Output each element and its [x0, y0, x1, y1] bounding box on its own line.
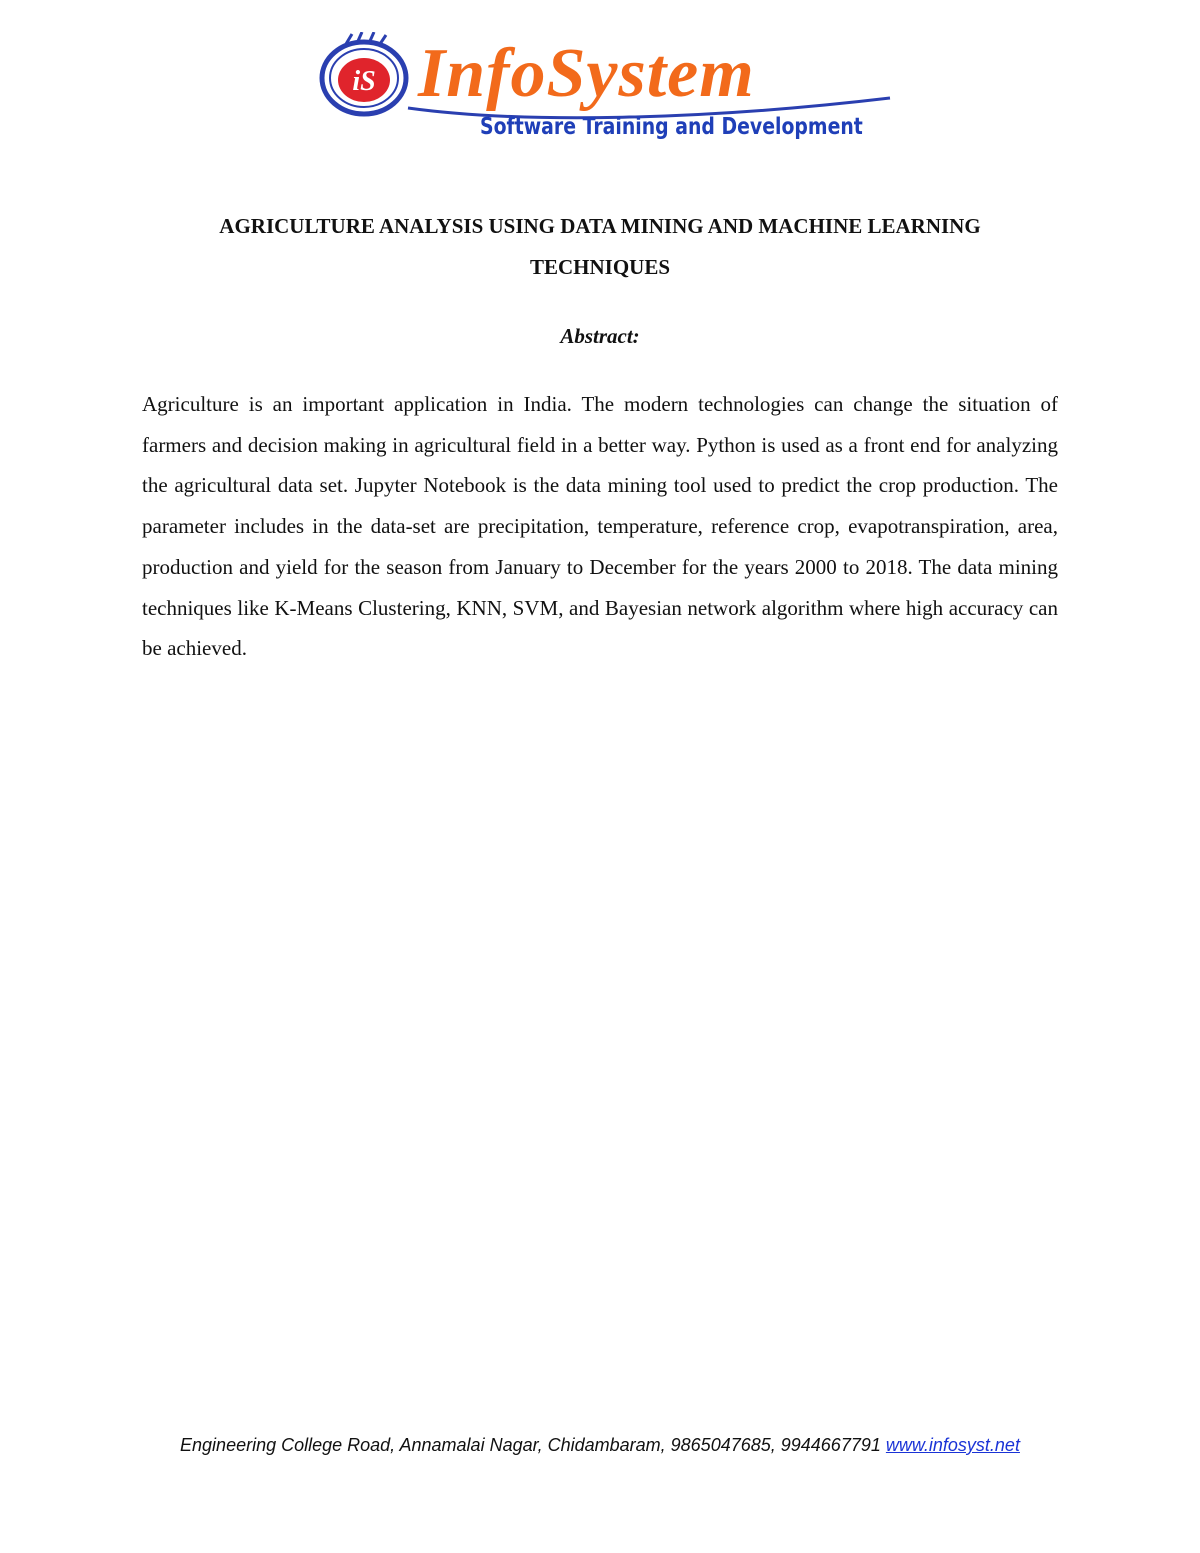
logo-wordmark: InfoSystem	[418, 35, 755, 112]
document-title	[140, 206, 1060, 288]
footer-address: Engineering College Road, Annamalai Nagar, Chidambaram, 9865047685, 9944667791	[180, 1435, 881, 1455]
infosystem-emblem-icon	[316, 32, 412, 122]
logo-tagline: Software Training and Development	[480, 114, 863, 140]
abstract-heading: Abstract:	[560, 324, 640, 348]
document-title-line-2: TECHNIQUES	[529, 255, 671, 279]
page-footer	[0, 1430, 1200, 1460]
svg-text:iS: iS	[352, 66, 376, 97]
abstract-paragraph: Agriculture is an important application in India. The modern technologies can change the situation of farmers and decision making in agricultural field in a better way. Python is used as a front end for analyzing the agricultural data set. Jupyter Notebook is the data mining tool used to predict the crop production. The parameter includes in the data-set are precipitation, temperature, reference crop, evapotranspiration, area, production and yield for the season from January to December for the years 2000 to 2018. The data mining techniques like K-Means Clustering, KNN, SVM, and Bayesian network algorithm where high accuracy can be achieved.	[142, 392, 1058, 661]
document-title-line-1: AGRICULTURE ANALYSIS USING DATA MINING AND MACHINE LEARNING	[219, 214, 981, 238]
infosystem-logo	[312, 28, 892, 146]
footer-website-link[interactable]: www.infosyst.net	[885, 1435, 1020, 1455]
